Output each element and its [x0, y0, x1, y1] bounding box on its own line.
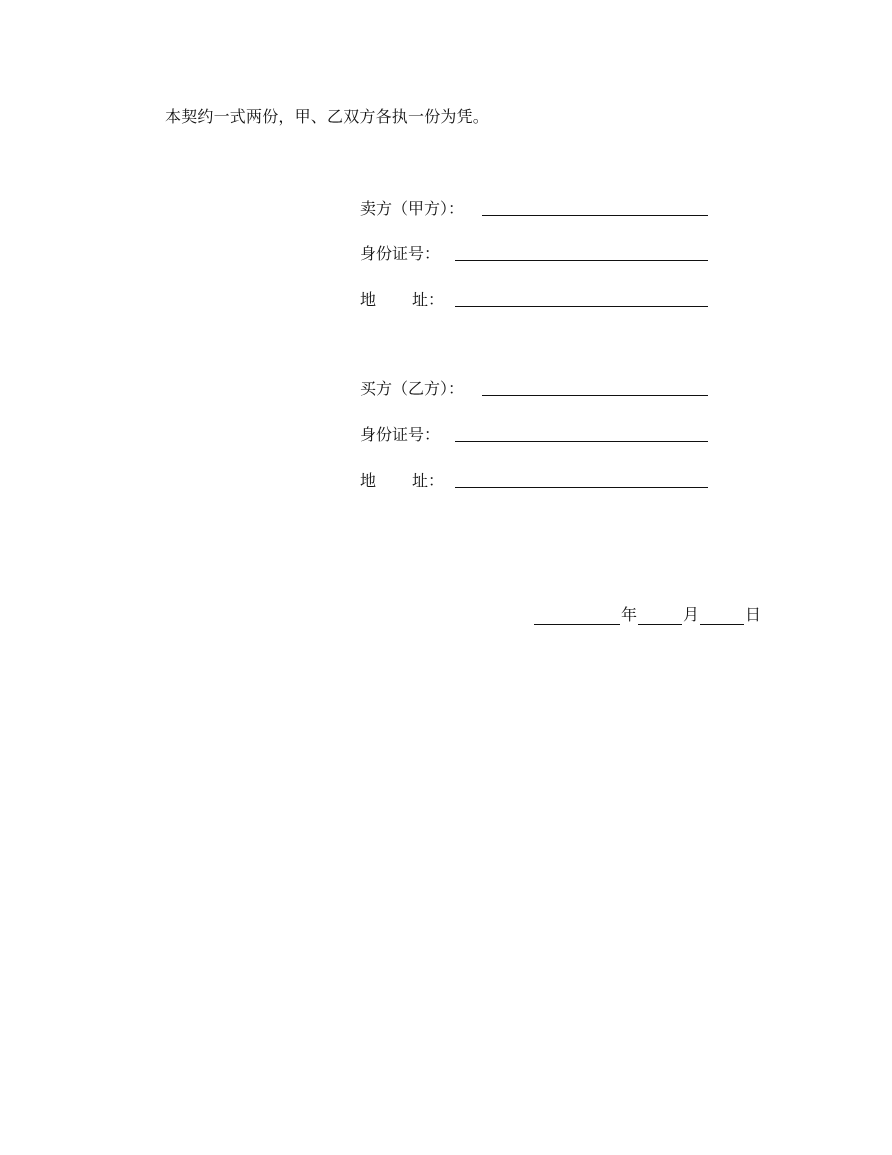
buyer-id-label: 身份证号：: [360, 425, 441, 444]
buyer-id-field[interactable]: [360, 424, 710, 448]
buyer-title-label: 买方（乙方）：: [360, 379, 465, 398]
month-label: 月: [683, 605, 700, 624]
seller-address-blank[interactable]: [455, 306, 708, 307]
day-blank[interactable]: [700, 624, 744, 625]
month-blank[interactable]: [638, 624, 682, 625]
seller-address-field[interactable]: [360, 289, 710, 313]
seller-title-label: 卖方（甲方）：: [360, 199, 465, 218]
seller-name-field[interactable]: [360, 198, 710, 222]
buyer-name-field[interactable]: [360, 378, 710, 402]
year-label: 年: [621, 605, 638, 624]
seller-name-blank[interactable]: [482, 215, 708, 216]
seller-address-label-char1: 地: [360, 290, 377, 309]
buyer-address-label-char2: 址：: [412, 471, 445, 490]
seller-id-blank[interactable]: [455, 260, 708, 261]
buyer-address-label-char1: 地: [360, 471, 377, 490]
date-line: [534, 604, 774, 628]
buyer-address-field[interactable]: [360, 470, 710, 494]
seller-address-label-char2: 址：: [412, 290, 445, 309]
buyer-id-blank[interactable]: [455, 441, 708, 442]
seller-id-field[interactable]: [360, 243, 710, 267]
year-blank[interactable]: [534, 624, 620, 625]
buyer-address-blank[interactable]: [455, 487, 708, 488]
closing-statement: 本契约一式两份，甲、乙双方各执一份为凭。: [165, 107, 490, 126]
seller-id-label: 身份证号：: [360, 244, 441, 263]
buyer-name-blank[interactable]: [482, 395, 708, 396]
day-label: 日: [745, 605, 762, 624]
